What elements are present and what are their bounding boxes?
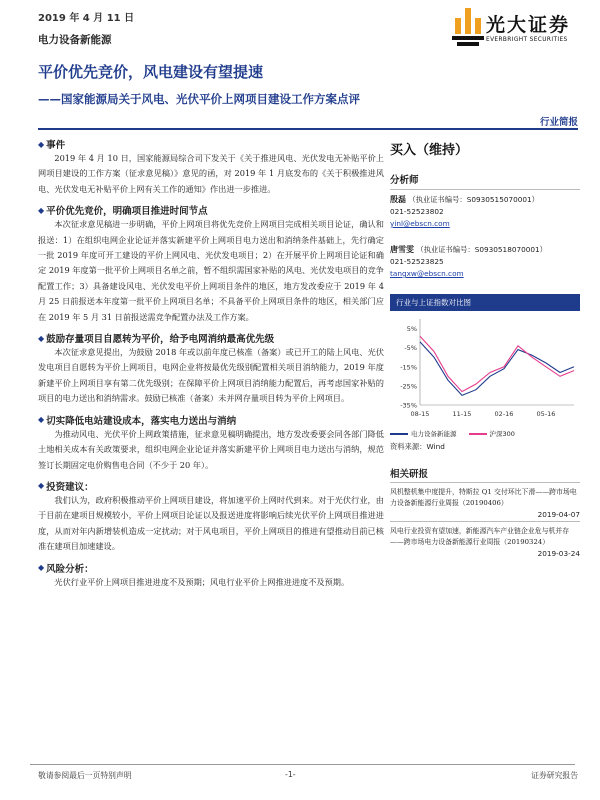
page-number: -1- <box>285 770 296 779</box>
section-heading <box>38 479 384 493</box>
chart-title: 行业与上证指数对比图 <box>390 294 580 311</box>
section-paragraph: 我们认为，政府积极推动平价上网项目建设，将加速平价上网时代到来。对于光伏行业，由于目前在建项目规模较小，平价上网项目论证以及报送进度将影响后续光伏平价上网项目推进进度，从而对年内新增装机造成一定扰动；对于风电项目，平价上网项目的推进有望推动目前已核准在建项目加速建设。 <box>38 494 384 552</box>
section-heading <box>38 137 384 151</box>
section-heading-text: 切实降低电站建设成本，落实电力送出与消纳 <box>46 415 237 427</box>
analyst-cert: （执业证书编号：S0930518070001） <box>416 245 547 254</box>
section-cost-reduction <box>38 413 384 473</box>
report-date: 2019 年 4 月 11 日 <box>38 13 135 24</box>
main-body <box>38 131 384 590</box>
section-existing-projects <box>38 331 384 407</box>
section-heading <box>38 331 384 345</box>
divider <box>390 482 580 483</box>
diamond-bullet-icon: ◆ <box>38 139 45 149</box>
x-tick-label: 11-15 <box>452 410 472 418</box>
y-tick-label: -15% <box>400 363 417 372</box>
footer-divider <box>30 764 575 765</box>
analyst-name: 殷磊 <box>390 195 406 204</box>
footer-doc-type: 证券研究报告 <box>531 771 578 780</box>
divider <box>390 521 580 522</box>
related-item-text: 风机整机集中度提升，特斯拉 Q1 交付环比下滑——跨市场电力设备新能源行业周报（20190406） <box>390 488 577 507</box>
section-investment-advice <box>38 479 384 555</box>
related-item-date: 2019-03-24 <box>537 549 580 559</box>
diamond-bullet-icon: ◆ <box>38 415 45 425</box>
header-divider <box>38 128 578 130</box>
report-subtitle: ——国家能源局关于风电、光伏平价上网项目建设工作方案点评 <box>38 92 360 106</box>
analyst-heading: 分析师 <box>390 175 419 186</box>
logo-mark-icon <box>452 8 484 46</box>
legend-entry <box>469 429 515 438</box>
section-parity-bidding <box>38 203 384 325</box>
analyst-cert: （执业证书编号：S0930515070001） <box>408 195 539 204</box>
y-tick-label: -25% <box>400 382 417 391</box>
section-heading-text: 投资建议： <box>46 481 94 493</box>
chart-legend <box>390 429 580 438</box>
sidebar <box>390 131 580 558</box>
divider <box>390 189 580 190</box>
section-heading-text: 事件 <box>46 140 66 151</box>
x-tick-label: 08-15 <box>410 410 430 418</box>
y-tick-label: -35% <box>400 401 417 410</box>
report-title: 平价优先竞价，风电建设有望提速 <box>38 63 264 81</box>
related-research-heading: 相关研报 <box>390 469 429 480</box>
logo-text-cn: 光大证券 <box>486 14 571 36</box>
analyst-phone: 021-52523825 <box>390 257 444 266</box>
legend-label: 沪深300 <box>489 430 515 438</box>
legend-entry <box>390 429 457 438</box>
related-item-text: 风电行业投资有望加速，新能源汽车产业链企业危与机并存——跨市场电力设备新能源行业周报（20190324） <box>390 527 570 546</box>
analyst-email-link[interactable]: tangxw@ebscn.com <box>390 269 464 278</box>
section-paragraph: 为推动风电、光伏平价上网政策措施，征求意见稿明确提出，地方发改委要会同各部门降低土地相关成本有关政策要求，组织电网企业论证并落实新建平价上网项目电力送出与消纳，规范签订长期固定电价购售电合同（不少于 20 年）。 <box>38 428 384 470</box>
report-type: 行业简报 <box>539 117 578 128</box>
logo-text-en: EVERBRIGHT SECURITIES <box>486 37 568 43</box>
company-logo <box>452 4 582 54</box>
related-item[interactable] <box>390 487 580 519</box>
legend-swatch-icon <box>390 433 408 435</box>
section-event <box>38 137 384 197</box>
section-paragraph: 光伏行业平价上网项目推进进度不及预期；风电行业平价上网推进进度不及预期。 <box>54 576 350 587</box>
footer-disclaimer: 敬请参阅最后一页特别声明 <box>38 771 132 780</box>
related-item[interactable] <box>390 526 580 558</box>
analyst-email-link[interactable]: yinl@ebscn.com <box>390 219 450 228</box>
diamond-bullet-icon: ◆ <box>38 333 45 343</box>
y-tick-label: -5% <box>404 344 417 353</box>
diamond-bullet-icon: ◆ <box>38 481 45 491</box>
analyst-name: 唐雪雯 <box>390 245 414 254</box>
y-tick-label: 5% <box>406 325 417 334</box>
analyst-card <box>390 244 580 280</box>
section-paragraph: 本次征求意见提出，为鼓励 2018 年或以前年度已核准（备案）或已开工的陆上风电、光伏发电项目自愿转为平价上网项目，电网企业将按最优先级别配置相关项目消纳能力，2019 年度新建平价上网项目享有第二优先级别；在保障平价上网项目消纳能力配置后，再考虑国家补贴的项目的电力送出和消纳需求。鼓励已核准（备案）未并网存量项目转为平价上网项目。 <box>38 347 384 404</box>
section-heading-text: 风险分析： <box>46 563 94 575</box>
section-risk <box>38 561 384 590</box>
section-paragraph: 2019 年 4 月 10 日，国家能源局综合司下发关于《关于推进风电、光伏发电无补贴平价上网项目建设的工作方案（征求意见稿）》意见的函，对 2019 年 1 月底发布的《关于积极推进风电、光伏发电无补贴平价上网有关工作的通知》作出进一步推进。 <box>38 153 384 194</box>
section-heading <box>38 561 384 575</box>
analyst-card <box>390 194 580 230</box>
x-tick-label: 02-16 <box>494 410 514 418</box>
analyst-phone: 021-52523802 <box>390 207 444 216</box>
section-heading-text: 平价优先竞价，明确项目推进时间节点 <box>46 206 208 218</box>
section-heading <box>38 203 384 217</box>
related-item-date: 2019-04-07 <box>537 510 580 520</box>
section-heading-text: 鼓励存量项目自愿转为平价，给予电网消纳最高优先级 <box>46 334 275 346</box>
sector-label: 电力设备新能源 <box>38 34 112 46</box>
chart-source: 资料来源：Wind <box>390 442 445 451</box>
section-heading <box>38 413 384 427</box>
rating-label: 买入（维持） <box>390 143 469 158</box>
diamond-bullet-icon: ◆ <box>38 563 45 573</box>
diamond-bullet-icon: ◆ <box>38 205 45 215</box>
comparison-chart <box>390 294 580 452</box>
section-paragraph: 本次征求意见稿进一步明确，平价上网项目将优先竞价上网项目完成相关项目论证，确认和报送：1）在组织电网企业论证并落实新建平价上网项目电力送出和消纳条件基础上，先行确定一批 2019 年度可开工建设的平价上网风电、光伏发电项目；2）在开展平价上网项目论证和确定 2019 年度第一批平价上网项目名单之前，暂不组织需国家补贴的风电、光伏发电项目的竞争配置工作；3）具备建设风电、光伏发电平价上网项目条件的地区，地方发改委应于 2019 年 4 月 25 日前报送本年度第一批平价上网项目名单；不具备平价上网项目条件的地区，相关部门应在 2019 年 5 月 31 日前报送需竞争配置办法及工作方案。 <box>38 219 384 322</box>
x-tick-label: 05-16 <box>536 410 556 418</box>
series-line-2 <box>420 336 574 391</box>
legend-swatch-icon <box>469 433 487 435</box>
legend-label: 电力设备新能源 <box>411 430 457 438</box>
chart-plot <box>390 311 580 423</box>
